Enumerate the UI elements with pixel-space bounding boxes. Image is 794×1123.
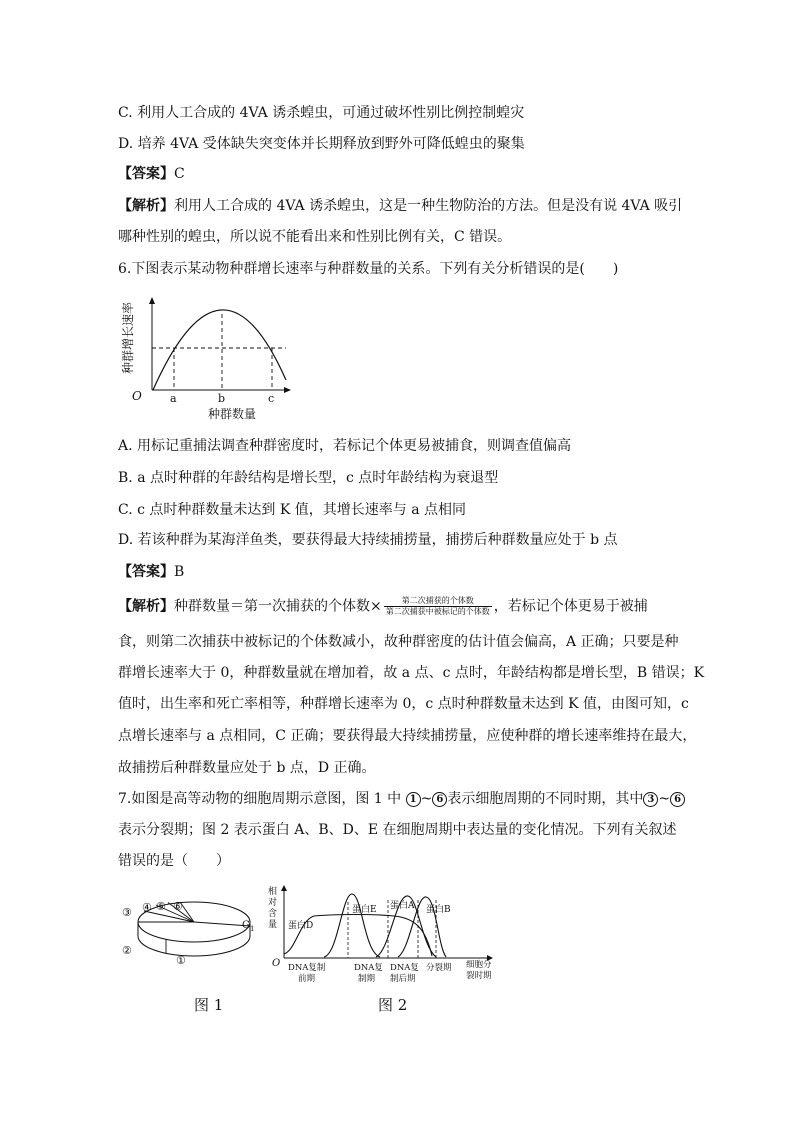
origin-label: O	[272, 958, 281, 969]
analysis-label: 【解析】	[118, 598, 174, 615]
tick-a: a	[170, 392, 177, 405]
label-protein-a: 蛋白A	[390, 901, 415, 911]
x-label-3b: 制后期	[390, 974, 416, 984]
y-label-4: 量	[268, 920, 278, 930]
tick-c: c	[268, 392, 275, 405]
q6-analysis-line4: 值时，出生率和死亡率相等，种群增长速率为 0，c 点时种群数量未达到 K 值，由图可知，c	[118, 696, 689, 712]
formula-numerator: 第二次捕获的个体数	[384, 596, 492, 607]
label-3: ③	[122, 906, 132, 919]
formula-lead: 种群数量＝第一次捕获的个体数×	[174, 598, 382, 615]
x-label-2a: DNA复	[354, 963, 383, 973]
y-axis-label: 种群增长速率	[121, 301, 135, 374]
q6-analysis-line3: 群增长速率大于 0，种群数量就在增加着，故 a 点、c 点时，年龄结构都是增长型，B 错误；K	[118, 665, 705, 681]
q6-analysis-line5: 点增长速率与 a 点相同，C 正确；要获得最大持续捕捞量，应使种群的增长速率维持在最大，	[118, 728, 697, 744]
q7-stem-line2: 表示分裂期；图 2 表示蛋白 A、B、D、E 在细胞周期中表达量的变化情况。下列有关叙述	[118, 822, 677, 838]
growth-curve	[153, 310, 286, 390]
q5-option-c: C. 利用人工合成的 4VA 诱杀蝗虫，可通过破坏性别比例控制蝗灾	[118, 105, 525, 121]
tilde: ~	[420, 791, 433, 807]
g1-text: G	[242, 920, 250, 931]
x-label-4: 分裂期	[426, 963, 452, 973]
x-label-3a: DNA复	[390, 963, 419, 973]
q6-option-a: A. 用标记重捕法调查种群密度时，若标记个体更易被捕食，则调查值偏高	[118, 438, 572, 454]
label-2: ②	[122, 944, 132, 957]
label-protein-b: 蛋白B	[426, 905, 451, 915]
q6-option-c: C. c 点时种群数量未达到 K 值，其增长速率与 a 点相同	[118, 502, 467, 518]
circled-number-1: 1	[406, 792, 421, 807]
q5-analysis-line1	[118, 196, 682, 216]
label-protein-d: 蛋白D	[288, 921, 314, 931]
formula-denominator: 第二次捕获中被标记的个体数	[385, 607, 490, 616]
stem-text: 表示细胞周期的不同时期，其中	[447, 791, 644, 807]
circled-number-6: 6	[432, 792, 447, 807]
y-label-3: 含	[268, 909, 278, 919]
q6-stem: 6.下图表示某动物种群增长速率与种群数量的关系。下列有关分析错误的是( )	[118, 261, 619, 277]
formula-tail: ，若标记个体更易于被捕	[493, 598, 648, 615]
tilde: ~	[658, 791, 671, 807]
analysis-label: 【解析】	[118, 198, 174, 214]
formula-fraction	[384, 596, 492, 617]
y-label-2: 对	[268, 898, 278, 908]
q5-answer	[118, 164, 185, 184]
q6-option-b: B. a 点时种群的年龄结构是增长型，c 点时年龄结构为衰退型	[118, 470, 499, 486]
q6-analysis-line2: 食，则第二次捕获中被标记的个体数减小，故种群密度的估计值会偏高，A 正确；只要是种	[118, 634, 679, 650]
x-label-1a: DNA复制	[288, 963, 326, 973]
tick-b: b	[218, 392, 226, 405]
answer-label: 【答案】	[118, 564, 174, 580]
label-6: ⑥	[173, 900, 183, 913]
x-label-5a: 细胞分	[466, 960, 492, 970]
x-axis-label: 种群数量	[208, 407, 257, 421]
x-label-2b: 制期	[358, 974, 376, 984]
q6-analysis-line6: 故捕捞后种群数量应处于 b 点，D 正确。	[118, 760, 376, 776]
origin-label: O	[132, 389, 142, 403]
answer-value: C	[174, 166, 185, 182]
y-label-1: 相	[268, 887, 278, 897]
x-label-1b: 前期	[298, 974, 316, 984]
q5-analysis-line2: 哪种性别的蝗虫，所以说不能看出来和性别比例有关，C 错误。	[118, 229, 512, 245]
answer-label: 【答案】	[118, 166, 174, 182]
stem-text: 7.如图是高等动物的细胞周期示意图，图 1 中	[118, 791, 402, 807]
q7-figure2-protein-expression	[266, 880, 506, 1016]
q6-answer	[118, 562, 184, 582]
g1-subscript: 1	[250, 925, 255, 933]
curve-protein-e	[324, 894, 380, 957]
q7-stem-line3: 错误的是（ ）	[118, 853, 230, 869]
label-1: ①	[176, 954, 186, 967]
answer-value: B	[174, 564, 185, 580]
q7-figure1-cell-cycle	[118, 890, 268, 1016]
q7-stem-line1	[118, 789, 685, 809]
label-5: ⑤	[156, 900, 166, 913]
q6-option-d: D. 若该种群为某海洋鱼类，要获得最大持续捕捞量，捕捞后种群数量应处于 b 点	[118, 532, 618, 548]
analysis-text: 利用人工合成的 4VA 诱杀蝗虫，这是一种生物防治的方法。但是没有说 4VA 吸引	[174, 198, 683, 214]
label-4: ④	[142, 901, 152, 914]
q5-option-d: D. 培养 4VA 受体缺失突变体并长期释放到野外可降低蝗虫的聚集	[118, 136, 525, 152]
x-label-5b: 裂时期	[466, 971, 492, 981]
circled-number-6: 6	[670, 792, 685, 807]
figure2-caption: 图 2	[378, 996, 408, 1014]
q6-analysis-line1	[118, 596, 648, 617]
figure1-caption: 图 1	[194, 996, 224, 1014]
circled-number-3: 3	[643, 792, 658, 807]
label-protein-e: 蛋白E	[352, 905, 377, 915]
q6-growth-rate-graph	[118, 292, 298, 422]
